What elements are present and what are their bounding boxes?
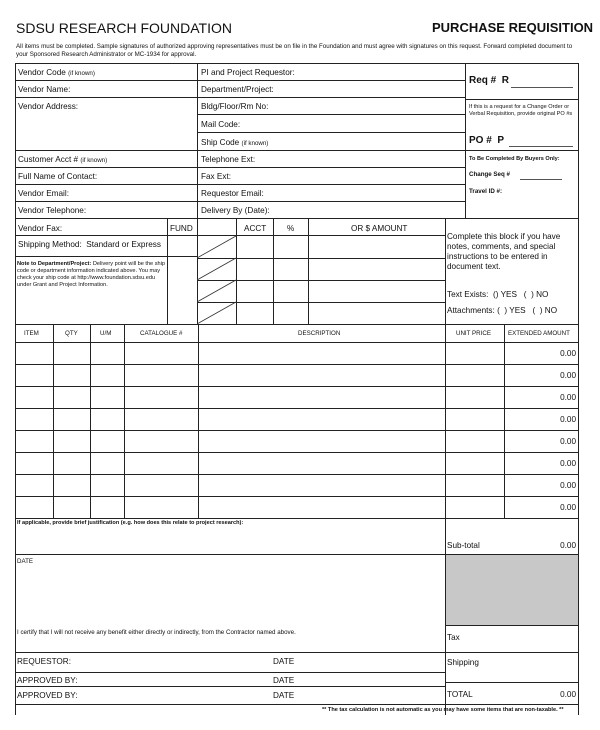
- requestor-email-label: Requestor Email:: [201, 189, 264, 198]
- vendor-fax-label: Vendor Fax:: [18, 224, 63, 233]
- approved-date-label-1: DATE: [273, 676, 295, 685]
- text-exists-row: Text Exists: () YES ( ) NO: [447, 290, 549, 299]
- delivery-by-label: Delivery By (Date):: [201, 206, 270, 215]
- justification-label: If applicable, provide brief justification (e.g. how does this relate to project research):: [17, 520, 244, 526]
- col-description: DESCRIPTION: [298, 330, 341, 337]
- change-seq-label: Change Seq #: [469, 171, 510, 178]
- po-number-label: PO # P: [469, 135, 505, 146]
- req-number-label: Req # R: [469, 75, 510, 86]
- form-title: PURCHASE REQUISITION: [432, 20, 594, 35]
- travel-id-label: Travel ID #:: [469, 188, 503, 195]
- col-extended-amount: EXTENDED AMOUNT: [508, 330, 570, 337]
- fax-ext-label: Fax Ext:: [201, 172, 232, 181]
- date-label-block: DATE: [17, 558, 34, 565]
- extended-amount-7: 0.00: [560, 481, 576, 490]
- ship-code-label: Ship Code (if known): [201, 138, 269, 147]
- subtotal-label: Sub-total: [447, 541, 480, 550]
- total-value: 0.00: [560, 690, 576, 699]
- total-label: TOTAL: [447, 690, 473, 699]
- extended-amount-6: 0.00: [560, 459, 576, 468]
- tax-label: Tax: [447, 633, 460, 642]
- instructions-text: All items must be completed. Sample signatures of authorized approving representatives must be on file in the Foundation and must agree with signatures on this request. Forward completed document to your Sponsored Research Administrator or MC-1934 for approval.: [16, 43, 573, 58]
- acct-header: ACCT: [244, 224, 267, 233]
- notes-instructions: Complete this block if you have notes, comments, and special instructions to be entered in document text.: [447, 232, 561, 271]
- tax-calculation-note: ** The tax calculation is not automatic as you may have some items that are non-taxable. **: [322, 707, 564, 713]
- extended-amount-5: 0.00: [560, 437, 576, 446]
- customer-acct-label: Customer Acct # (if known): [18, 155, 108, 164]
- certify-text: I certify that I will not receive any benefit either directly or indirectly, from the Contractor named above.: [17, 629, 296, 636]
- percent-header: %: [287, 224, 295, 233]
- fund-cell-strikes: [197, 218, 237, 324]
- org-name: SDSU RESEARCH FOUNDATION: [16, 20, 232, 36]
- vendor-address-label: Vendor Address:: [18, 102, 79, 111]
- approved-by-label-2: APPROVED BY:: [17, 691, 78, 700]
- shipping-method-label: Shipping Method: Standard or Express: [18, 240, 161, 249]
- col-item: ITEM: [24, 330, 39, 337]
- extended-amount-1: 0.00: [560, 349, 576, 358]
- requestor-date-label: DATE: [273, 657, 295, 666]
- col-um: U/M: [100, 330, 112, 337]
- telephone-ext-label: Telephone Ext:: [201, 155, 256, 164]
- amount-header: OR $ AMOUNT: [351, 224, 408, 233]
- dept-note: Note to Department/Project: Delivery point will be the ship code or department information indicated above. You may check your ship code at http://www.foundation.sdsu.edu under Grant and Project Information.: [17, 261, 165, 288]
- col-unit-price: UNIT PRICE: [456, 330, 491, 337]
- pi-requestor-label: PI and Project Requestor:: [201, 68, 295, 77]
- department-project-label: Department/Project:: [201, 85, 274, 94]
- buyers-only-label: To Be Completed By Buyers Only:: [469, 156, 560, 162]
- mail-code-label: Mail Code:: [201, 120, 241, 129]
- vendor-code-label: Vendor Code (if known): [18, 68, 95, 77]
- approved-date-label-2: DATE: [273, 691, 295, 700]
- fund-header: FUND: [170, 224, 193, 233]
- approved-by-label-1: APPROVED BY:: [17, 676, 78, 685]
- vendor-name-label: Vendor Name:: [18, 85, 71, 94]
- vendor-email-label: Vendor Email:: [18, 189, 69, 198]
- col-catalogue: CATALOGUE #: [140, 330, 183, 337]
- requestor-signature-label: REQUESTOR:: [17, 657, 71, 666]
- extended-amount-2: 0.00: [560, 371, 576, 380]
- subtotal-value: 0.00: [560, 541, 576, 550]
- contact-name-label: Full Name of Contact:: [18, 172, 98, 181]
- col-qty: QTY: [65, 330, 78, 337]
- extended-amount-8: 0.00: [560, 503, 576, 512]
- shipping-label: Shipping: [447, 658, 479, 667]
- extended-amount-3: 0.00: [560, 393, 576, 402]
- extended-amount-4: 0.00: [560, 415, 576, 424]
- shaded-area: [446, 555, 578, 625]
- attachments-row: Attachments: ( ) YES ( ) NO: [447, 306, 558, 315]
- vendor-telephone-label: Vendor Telephone:: [18, 206, 87, 215]
- bldg-floor-room-label: Bldg/Floor/Rm No:: [201, 102, 269, 111]
- change-order-note: If this is a request for a Change Order or Verbal Requisition, provide original PO #s: [469, 104, 573, 117]
